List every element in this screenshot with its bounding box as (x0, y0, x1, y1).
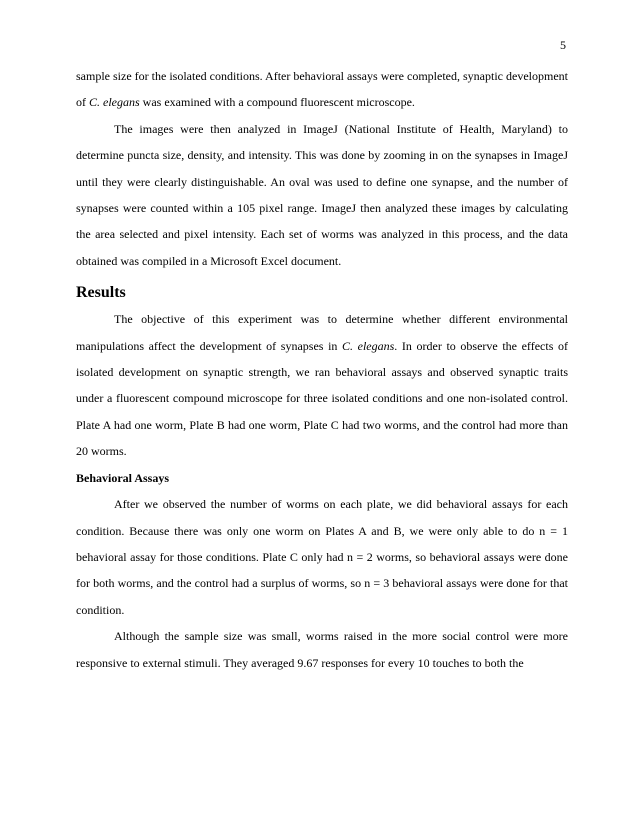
document-body (76, 63, 568, 676)
species-name: C. elegans (342, 338, 395, 353)
paragraph-imagej-analysis: The images were then analyzed in ImageJ (National Institute of Health, Maryland) to determine puncta size, density, and intensity. This was done by zooming in on the synapses in ImageJ until they were clearly distinguishable. An oval was used to define one synapse, and the number of synapses were counted within a 105 pixel range. ImageJ then analyzed these images by calculating the area selected and pixel intensity. Each set of worms was analyzed in this process, and the data obtained was compiled in a Microsoft Excel document. (76, 121, 568, 268)
paragraph-behavioral-assays: After we observed the number of worms on each plate, we did behavioral assays for each condition. Because there was only one worm on Plates A and B, we were only able to do n = 1 behavioral assay for those conditions. Plate C only had n = 2 worms, so behavioral assays were done for both worms, and the control had a surplus of worms, so n = 3 behavioral assays were done for that condition. (76, 497, 568, 617)
text-span: . In order to observe the effects of isolated development on synaptic strength, we ran behavioral assays and observed synaptic traits under a fluorescent compound microscope for three isolated conditions and one non-isolated control. Plate A had one worm, Plate B had one worm, Plate C had two worms, and the control had more than 20 worms. (76, 338, 568, 459)
paragraph-results-objective (76, 306, 568, 464)
results-heading: Results (76, 284, 126, 302)
behavioral-assays-heading: Behavioral Assays (76, 470, 170, 485)
text-span: The objective of this experiment was to determine whether different environmental manipulations affect the development of synapses in (76, 312, 568, 353)
paragraph-methods-continued (76, 63, 568, 116)
text-span: was examined with a compound fluorescent microscope. (139, 95, 415, 110)
page-number: 5 (560, 38, 566, 52)
text-span: sample size for the isolated conditions. After behavioral assays were completed, synaptic development of (76, 69, 568, 110)
species-name: C. elegans (89, 95, 140, 110)
paragraph-social-control: Although the sample size was small, worms raised in the more social control were more responsive to external stimuli. They averaged 9.67 responses for every 10 touches to both the (76, 629, 568, 670)
